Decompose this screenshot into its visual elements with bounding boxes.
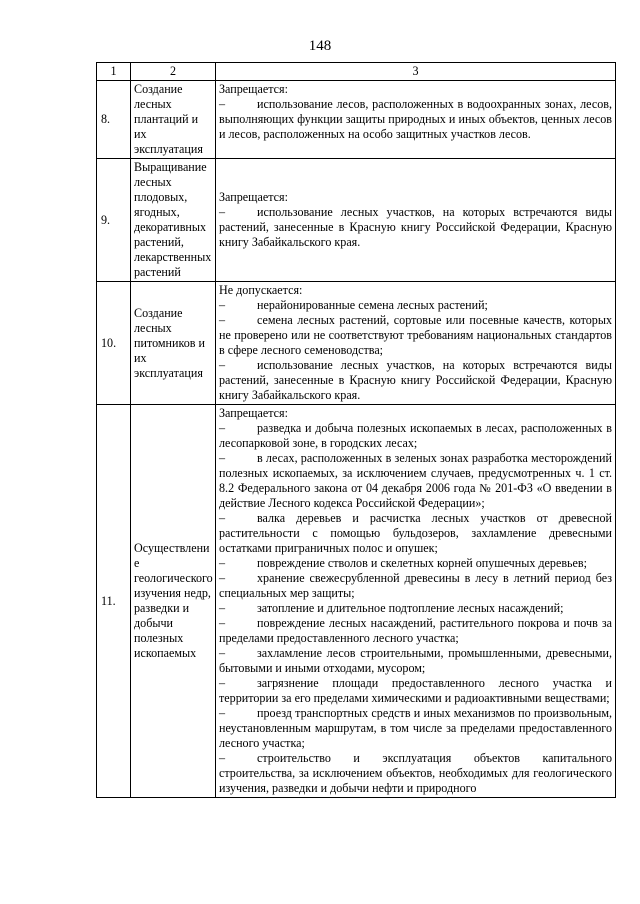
activity-name: Осуществлени е геологического изучения недр, разведки и добычи полезных ископаемых <box>131 405 216 798</box>
table-header-row <box>97 63 616 81</box>
column-header-1: 1 <box>97 63 131 81</box>
restriction-item: – повреждение лесных насаждений, растительного покрова и почв за пределами предоставленного лесного участка; <box>219 616 612 645</box>
restriction-item: – загрязнение площади предоставленного лесного участка и территории за его пределами химическими и радиоактивными веществами; <box>219 676 612 705</box>
restriction-item: – разведка и добыча полезных ископаемых в лесах, расположенных в лесопарковой зоне, в городских лесах; <box>219 421 612 450</box>
restriction-item: – нерайонированные семена лесных растений; <box>219 298 488 312</box>
restriction-item: – хранение свежесрубленной древесины в лесу в летний период без специальных мер защиты; <box>219 571 612 600</box>
page-number: 148 <box>308 38 332 54</box>
restriction-item: – валка деревьев и расчистка лесных участков от древесной растительности с помощью бульдозеров, захламление древесными остатками приграничных полос и опушек; <box>219 511 612 555</box>
activity-name: Создание лесных питомников и их эксплуатация <box>131 282 216 405</box>
activity-name: Выращивание лесных плодовых, ягодных, декоративных растений, лекарственных растений <box>131 159 216 282</box>
restrictions-heading: Запрещается: <box>219 190 288 204</box>
restriction-item: – проезд транспортных средств и иных механизмов по произвольным, неустановленным маршрутам, в том числе за пределами предоставленного лесного участка; <box>219 706 612 750</box>
restrictions-cell <box>216 81 616 159</box>
row-number: 10. <box>97 282 131 405</box>
restrictions-heading: Запрещается: <box>219 82 288 96</box>
row-number: 11. <box>97 405 131 798</box>
restriction-item: – повреждение стволов и скелетных корней опушечных деревьев; <box>219 556 587 570</box>
table-row <box>97 282 616 405</box>
restrictions-heading: Не допускается: <box>219 283 303 297</box>
row-number: 8. <box>97 81 131 159</box>
restriction-item: – семена лесных растений, сортовые или посевные качеств, которых не проверено или не соответствуют требованиям национальных стандартов в сфере лесного семеноводства; <box>219 313 612 357</box>
table-row <box>97 159 616 282</box>
restrictions-heading: Запрещается: <box>219 406 288 420</box>
restriction-item: – затопление и длительное подтопление лесных насаждений; <box>219 601 564 615</box>
restrictions-cell <box>216 405 616 798</box>
restrictions-cell <box>216 159 616 282</box>
activity-name: Создание лесных плантаций и их эксплуатация <box>131 81 216 159</box>
restriction-item: – строительство и эксплуатация объектов капитального строительства, за исключением объектов, необходимых для геологического изучения, разведки и добычи нефти и природного <box>219 751 612 795</box>
table-row <box>97 405 616 798</box>
restriction-item: – использование лесных участков, на которых встречаются виды растений, занесенные в Красную книгу Российской Федерации, Красную книгу Забайкальского края. <box>219 358 612 402</box>
restriction-item: – использование лесных участков, на которых встречаются виды растений, занесенные в Красную книгу Российской Федерации, Красную книгу Забайкальского края. <box>219 205 612 249</box>
column-header-2: 2 <box>131 63 216 81</box>
restrictions-cell <box>216 282 616 405</box>
row-number: 9. <box>97 159 131 282</box>
restriction-item: – использование лесов, расположенных в водоохранных зонах, лесов, выполняющих функции защиты природных и иных объектов, ценных лесов и лесов, расположенных на особо защитных участков лесов. <box>219 97 612 141</box>
restriction-item: – в лесах, расположенных в зеленых зонах разработка месторождений полезных ископаемых, за исключением случаев, предусмотренных ч. 1 ст. 8.2 Федерального закона от 04 декабря 2006 года № 201-ФЗ «О введении в действие Лесного кодекса Российской Федерации»; <box>219 451 612 510</box>
regulation-table <box>96 62 616 798</box>
column-header-3: 3 <box>216 63 616 81</box>
restriction-item: – захламление лесов строительными, промышленными, древесными, бытовыми и иными отходами, мусором; <box>219 646 612 675</box>
table-row <box>97 81 616 159</box>
